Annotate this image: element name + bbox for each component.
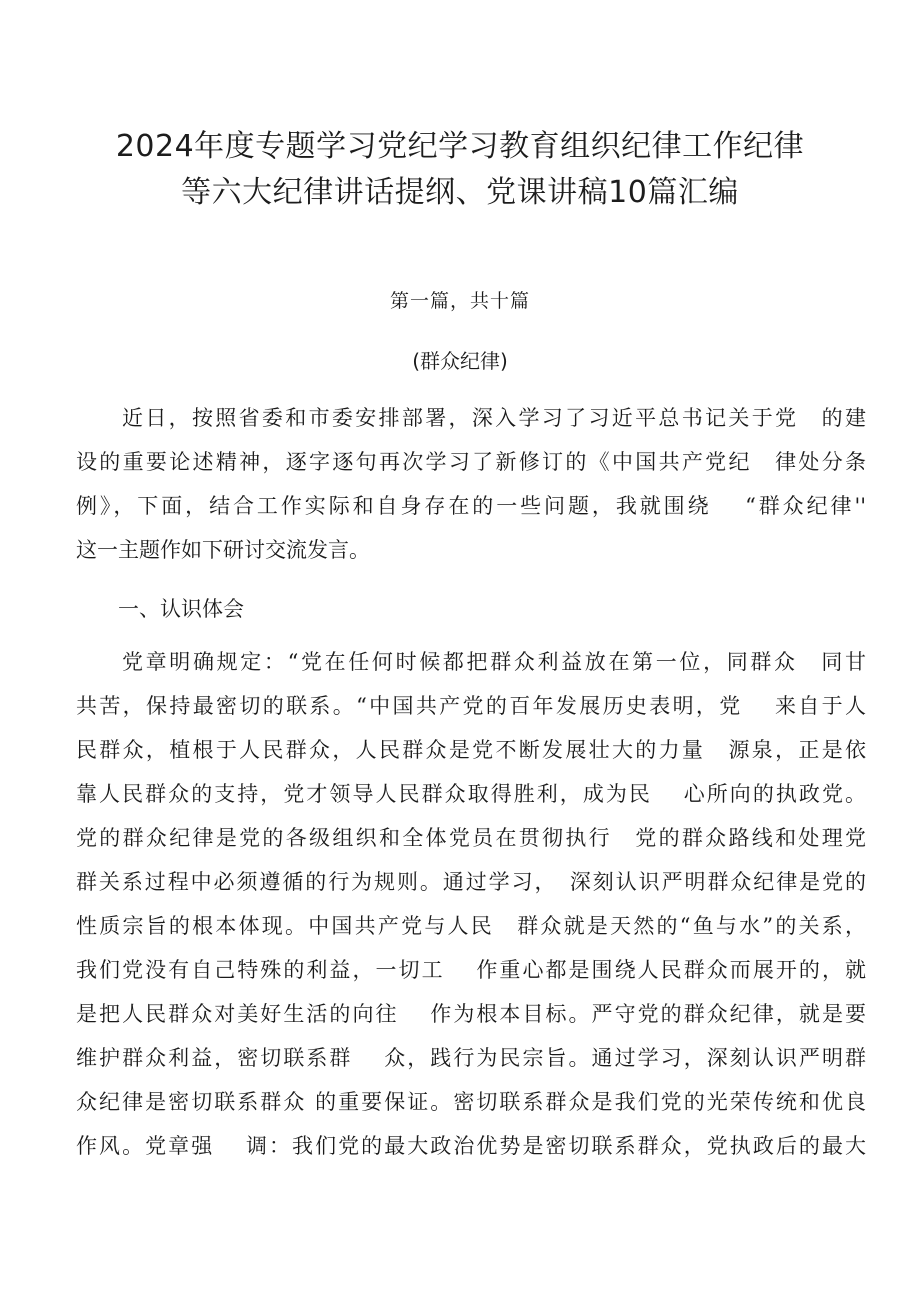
document-title-line-1: 2024年度专题学习党纪学习教育组织纪律工作纪律 xyxy=(115,129,805,164)
paragraph-line: 作风。党章强 调：我们党的最大政治优势是密切联系群众，党执政后的最大 xyxy=(76,1134,866,1158)
document-title-line-2: 等六大纪律讲话提纲、党课讲稿10篇汇编 xyxy=(181,175,739,210)
paragraph-line: 这一主题作如下研讨交流发言。 xyxy=(76,538,370,562)
paragraph-line: 我们党没有自己特殊的利益，一切工 作重心都是围绕人民群众而展开的，就 xyxy=(76,958,866,982)
paragraph-line: 维护群众利益，密切联系群 众，践行为民宗旨。通过学习，深刻认识严明群 xyxy=(76,1046,866,1070)
paragraph-line: 是把人民群众对美好生活的向往 作为根本目标。严守党的群众纪律，就是要 xyxy=(76,1002,866,1026)
paragraph-line: 性质宗旨的根本体现。中国共产党与人民 群众就是天然的“鱼与水”的关系， xyxy=(76,914,866,938)
topic-label: (群众纪律) xyxy=(412,349,508,373)
paragraph-line: 党章明确规定：“党在任何时候都把群众利益放在第一位，同群众 同甘 xyxy=(122,650,866,674)
paragraph-line: 近日，按照省委和市委安排部署，深入学习了习近平总书记关于党 的建 xyxy=(122,406,866,430)
section-heading-1: 一、认识体会 xyxy=(118,597,244,621)
paragraph-line: 设的重要论述精神，逐字逐句再次学习了新修订的《中国共产党纪 律处分条 xyxy=(76,450,866,474)
paragraph-line: 众纪律是密切联系群众 的重要保证。密切联系群众是我们党的光荣传统和优良 xyxy=(76,1090,866,1114)
paragraph-line: 共苦，保持最密切的联系。“中国共产党的百年发展历史表明，党 来自于人 xyxy=(76,694,866,718)
paragraph-line: 民群众，植根于人民群众，人民群众是党不断发展壮大的力量 源泉，正是依 xyxy=(76,738,866,762)
paragraph-line: 群关系过程中必须遵循的行为规则。通过学习， 深刻认识严明群众纪律是党的 xyxy=(76,870,866,894)
section-1-paragraph xyxy=(76,640,866,1168)
paragraph-line: 例》，下面，结合工作实际和自身存在的一些问题，我就围绕 “群众纪律'' xyxy=(76,494,866,518)
paragraph-line: 党的群众纪律是党的各级组织和全体党员在贯彻执行 党的群众路线和处理党 xyxy=(76,826,866,850)
paragraph-line: 靠人民群众的支持，党才领导人民群众取得胜利，成为民 心所向的执政党。 xyxy=(76,782,866,806)
part-label: 第一篇，共十篇 xyxy=(389,290,530,312)
intro-paragraph xyxy=(76,396,866,572)
